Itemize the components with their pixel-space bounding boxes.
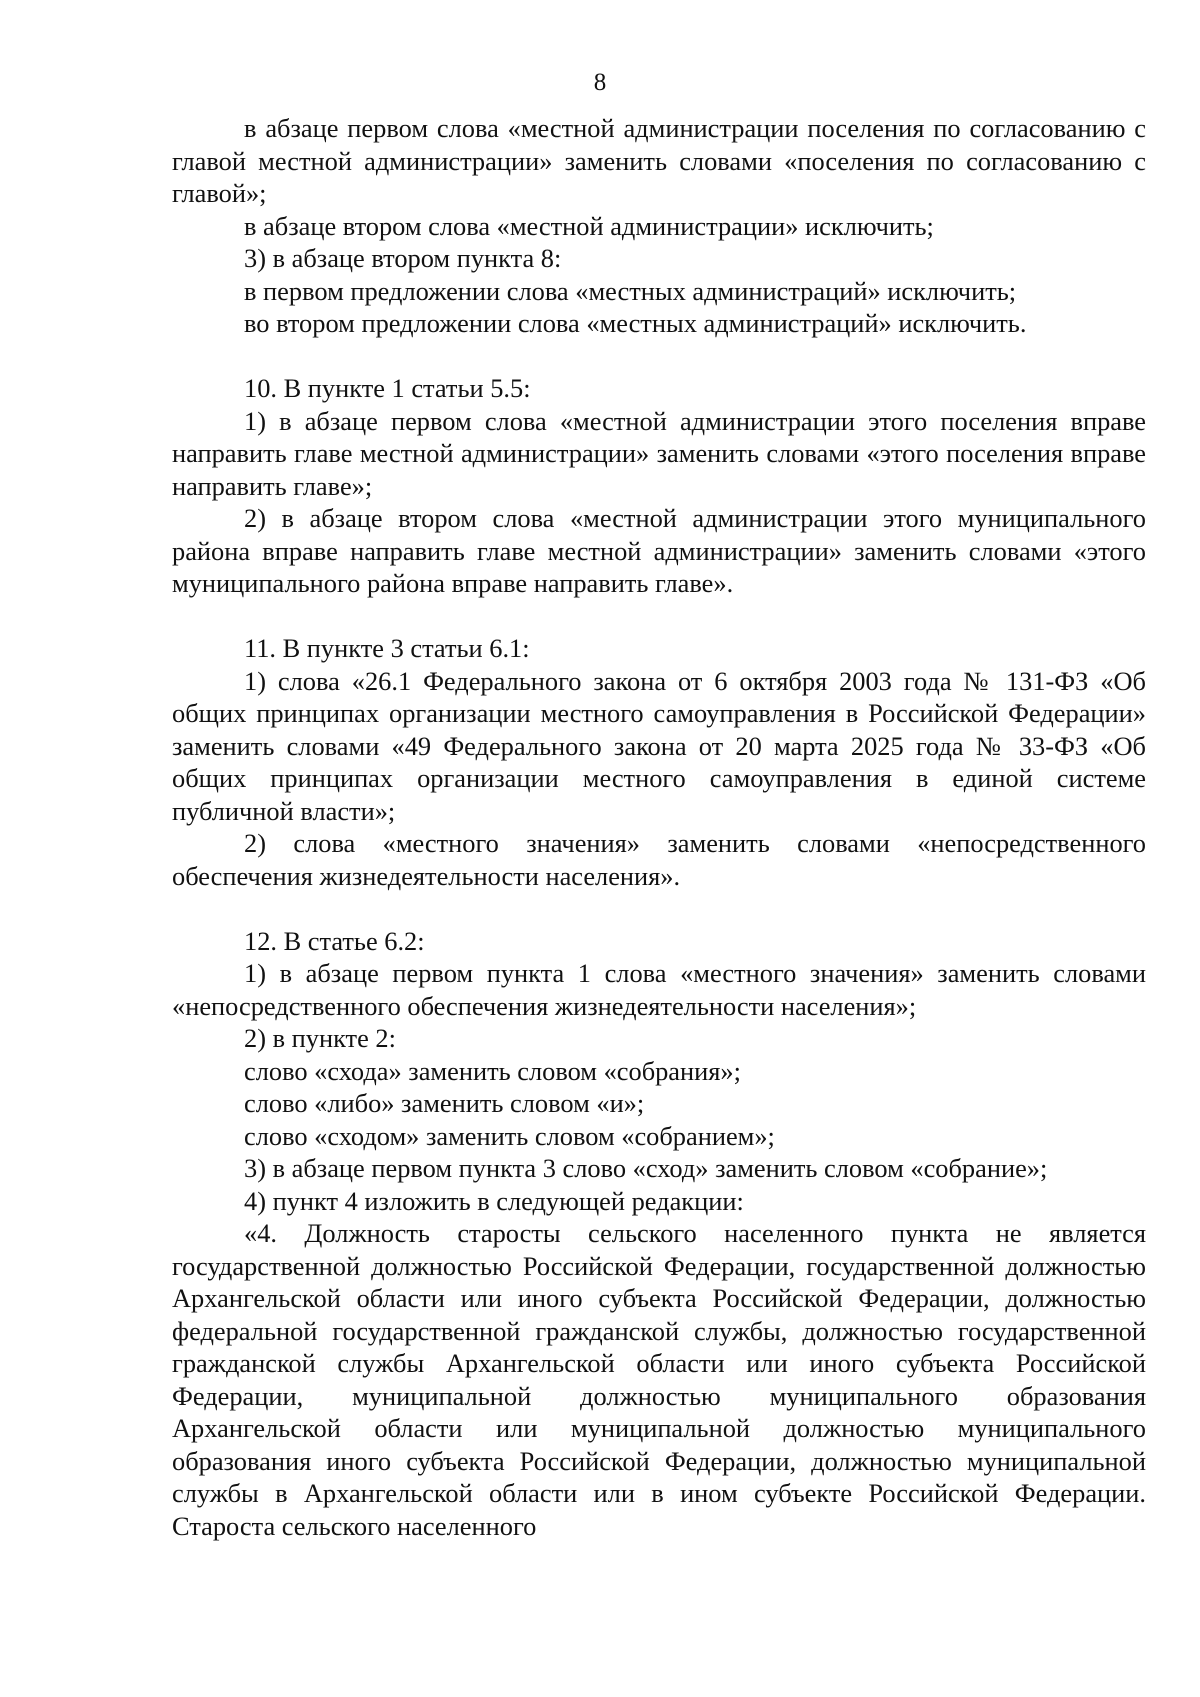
paragraph: слово «схода» заменить словом «собрания»; [244,1055,741,1086]
paragraph: слово «либо» заменить словом «и»; [244,1088,645,1118]
paragraph-spacer [172,340,1146,373]
paragraph: 4) пункт 4 изложить в следующей редакции: [244,1185,744,1216]
paragraph-spacer [172,892,1146,925]
paragraph: 2) в пункте 2: [244,1023,396,1053]
section-heading: 12. В статье 6.2: [244,925,425,956]
paragraph: 1) в абзаце первом слова «местной администрации этого поселения вправе направить главе местной администрации» заменить словами «этого поселения вправе направить главе»; [172,405,1146,501]
paragraph: 2) в абзаце втором слова «местной администрации этого муниципального района вправе направить главе местной администрации» заменить словами «этого муниципального района вправе направить главе». [172,503,1146,598]
document-body [172,112,1146,1542]
paragraph: 3) в абзаце втором пункта 8: [244,243,562,273]
paragraph: слово «сходом» заменить словом «собранием»; [244,1120,775,1151]
paragraph: в абзаце первом слова «местной администрации поселения по согласованию с главой местной администрации» заменить словами «поселения по согласованию с главой»; [172,113,1146,208]
page-number: 8 [593,69,607,96]
paragraph: 3) в абзаце первом пункта 3 слово «сход» заменить словом «собрание»; [244,1153,1048,1183]
paragraph: во втором предложении слова «местных администраций» исключить. [244,308,1027,338]
paragraph: в первом предложении слова «местных администраций» исключить; [244,275,1017,306]
section-heading: 10. В пункте 1 статьи 5.5: [244,373,531,403]
paragraph: 1) слова «26.1 Федерального закона от 6 октября 2003 года № 131-ФЗ «Об общих принципах организации местного самоуправления в Российской Федерации» заменить словами «49 Федерального закона от 20 марта 2025 года № 33-ФЗ «Об общих принципах организации местного самоуправления в единой системе публичной власти»; [172,665,1146,826]
paragraph: «4. Должность старосты сельского населенного пункта не является государственной должностью Российской Федерации, государственной должностью Архангельской области или иного субъекта Российской Федерации, должностью федеральной государственной гражданской службы, должностью государственной гражданской службы Архангельской области или иного субъекта Российской Федерации, муниципальной должностью муниципального образования Архангельской области или муниципальной должностью муниципального образования иного субъекта Российской Федерации, должностью муниципальной службы в Архангельской области или в ином субъекте Российской Федерации. Староста сельского населенного [172,1218,1146,1541]
paragraph-spacer [172,600,1146,633]
paragraph: 2) слова «местного значения» заменить словами «непосредственного обеспечения жизнедеятельности населения». [172,828,1146,891]
paragraph: 1) в абзаце первом пункта 1 слова «местного значения» заменить словами «непосредственного обеспечения жизнедеятельности населения»; [172,958,1146,1021]
section-heading: 11. В пункте 3 статьи 6.1: [244,633,530,663]
paragraph: в абзаце втором слова «местной администрации» исключить; [244,210,934,241]
